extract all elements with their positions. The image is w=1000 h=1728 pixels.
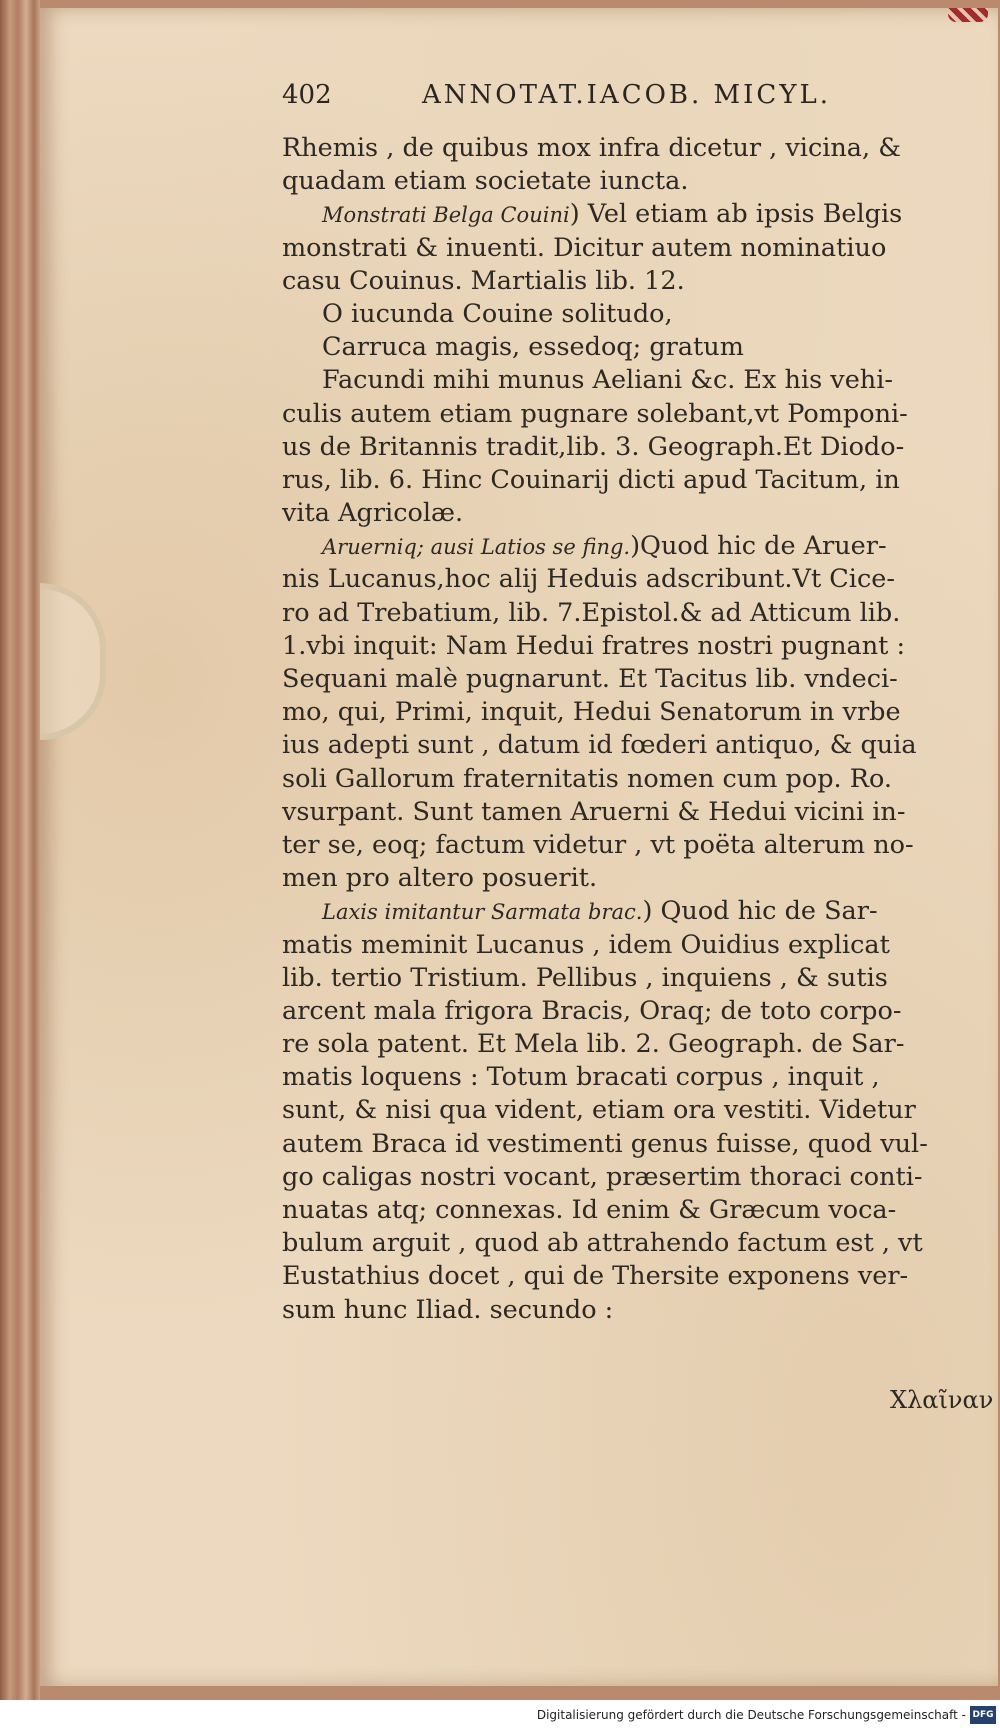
lemma: Monstrati Belga Couini <box>322 203 570 228</box>
text-line: autem Braca id vestimenti genus fuisse, quod vul- <box>282 1128 928 1159</box>
text-line: rus, lib. 6. Hinc Couinarij dicti apud Tacitum, in <box>282 464 900 495</box>
text-line: ro ad Trebatium, lib. 7.Epistol.& ad Atticum lib. <box>282 597 901 628</box>
text-line: nuatas atq; connexas. Id enim & Græcum voca- <box>282 1195 897 1225</box>
text-line: monstrati & inuenti. Dicitur autem nominatiuo <box>282 232 887 263</box>
page-number: 402 <box>282 80 332 110</box>
catchword: Χλαῖναν <box>890 1386 994 1414</box>
text-line: Sequani malè pugnarunt. Et Tacitus lib. vndeci- <box>282 664 898 694</box>
page-fore-edge <box>0 0 40 1700</box>
text-line-remainder: ) Vel etiam ab ipsis Belgis <box>569 199 903 230</box>
text-line: bulum arguit , quod ab attrahendo factum est , vt <box>282 1228 923 1259</box>
digitization-footer <box>0 1704 1000 1728</box>
text-line-remainder: )Quod hic de Aruer- <box>630 531 887 562</box>
text-line: 1.vbi inquit: Nam Hedui fratres nostri pugnant : <box>282 630 906 661</box>
bookmark-ribbon <box>40 583 106 740</box>
text-line: arcent mala frigora Bracis, Oraq; de toto corpo- <box>282 995 902 1026</box>
funding-credit: Digitalisierung gefördert durch die Deutsche Forschungsgemeinschaft - <box>536 1708 966 1722</box>
text-line: re sola patent. Et Mela lib. 2. Geograph. de Sar- <box>282 1029 905 1060</box>
text-line: us de Britannis tradit,lib. 3. Geograph.Et Diodo- <box>282 431 905 462</box>
text-line: matis meminit Lucanus , idem Ouidius explicat <box>282 929 890 960</box>
text-line: sunt, & nisi qua vident, etiam ora vestiti. Videtur <box>282 1095 916 1126</box>
text-line: soli Gallorum fraternitatis nomen cum pop. Ro. <box>282 763 892 794</box>
text-line: quadam etiam societate iuncta. <box>282 166 689 197</box>
page-header <box>282 80 922 120</box>
verse-line: Facundi mihi munus Aeliani &c. Ex his vehi- <box>322 365 893 396</box>
text-line: mo, qui, Primi, inquit, Hedui Senatorum in vrbe <box>282 697 901 728</box>
text-block <box>282 132 972 1327</box>
text-line: lib. tertio Tristium. Pellibus , inquiens , & sutis <box>282 962 888 993</box>
running-head: ANNOTAT.IACOB. MICYL. <box>422 80 832 110</box>
text-line: Eustathius docet , qui de Thersite exponens ver- <box>282 1261 909 1292</box>
text-line: ter se, eoq; factum videtur , vt poëta alterum no- <box>282 829 914 860</box>
text-line: ius adepti sunt , datum id fœderi antiquo, & quia <box>282 730 917 761</box>
lemma: Aruerniq; ausi Latios se fing. <box>322 535 631 560</box>
text-line: nis Lucanus,hoc alij Heduis adscribunt.Vt Cice- <box>282 564 895 595</box>
lemma: Laxis imitantur Sarmata brac. <box>322 900 643 925</box>
verse-line: O iucunda Couine solitudo, <box>322 298 673 329</box>
text-line: vsurpant. Sunt tamen Aruerni & Hedui vicini in- <box>282 796 906 827</box>
text-line: matis loquens : Totum bracati corpus , inquit , <box>282 1062 880 1093</box>
text-line: Rhemis , de quibus mox infra dicetur , vicina, & <box>282 133 901 163</box>
text-line: culis autem etiam pugnare solebant,vt Pomponi- <box>282 398 908 429</box>
text-line <box>282 198 972 231</box>
text-line: men pro altero posuerit. <box>282 863 598 894</box>
book-tie-ribbon <box>948 8 988 22</box>
text-line <box>282 895 972 928</box>
text-line: go caligas nostri vocant, præsertim thoraci conti- <box>282 1161 923 1192</box>
text-line: casu Couinus. Martialis lib. 12. <box>282 265 685 296</box>
text-line: vita Agricolæ. <box>282 498 464 529</box>
text-line <box>282 530 972 563</box>
verse-line: Carruca magis, essedoq; gratum <box>322 332 744 363</box>
text-line: sum hunc Iliad. secundo : <box>282 1294 614 1325</box>
text-line-remainder: ) Quod hic de Sar- <box>642 896 878 927</box>
dfg-logo: DFG <box>970 1706 996 1724</box>
